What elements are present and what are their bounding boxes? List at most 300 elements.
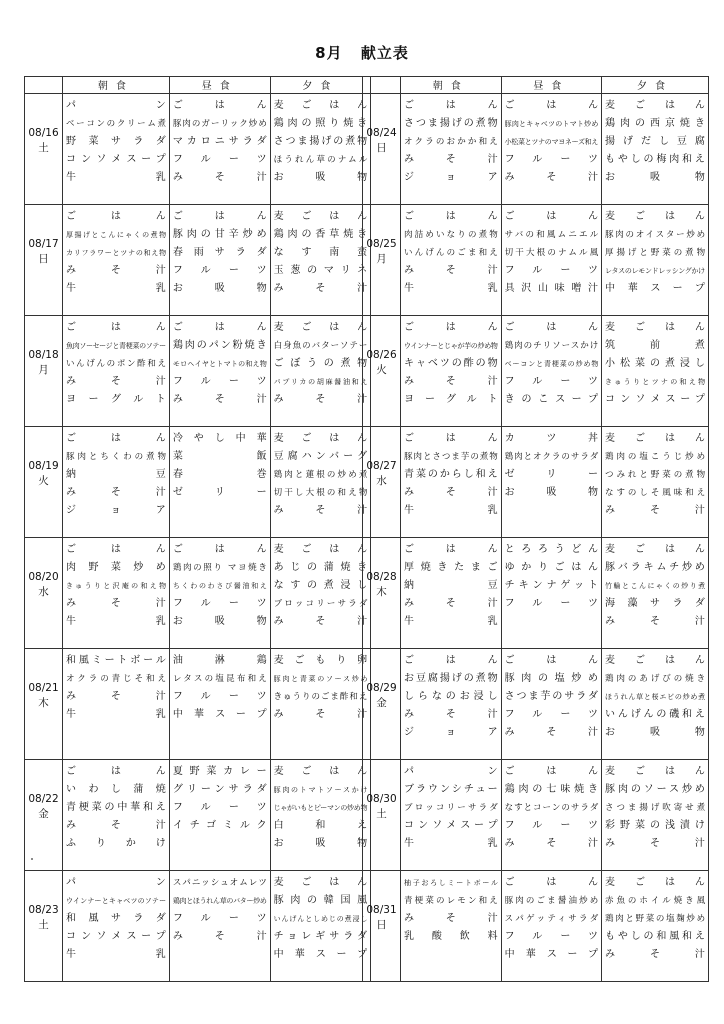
menu-item: お吸物 <box>273 838 368 849</box>
menu-item: お吸物 <box>605 172 705 183</box>
menu-item: ごはん <box>172 211 267 222</box>
menu-item: 牛乳 <box>404 505 498 516</box>
breakfast-cell <box>63 871 170 982</box>
dinner-cell <box>270 316 371 427</box>
menu-item: みそ汁 <box>404 265 498 276</box>
menu-table-right <box>362 76 709 982</box>
weekday-label: 水 <box>376 475 387 487</box>
menu-item: いわし蒲焼 <box>66 784 166 795</box>
date-cell <box>363 427 401 538</box>
date-cell <box>25 649 63 760</box>
menu-item: 厚揚げとこんにゃくの煮物 <box>66 231 166 239</box>
menu-item: ほうれん草のナムル <box>273 155 368 165</box>
menu-item: 鶏肉の照り マヨ焼き <box>172 563 267 573</box>
menu-item: 中華スープ <box>273 949 368 960</box>
menu-item: レタスのレモンドレッシングかけ <box>605 267 705 275</box>
menu-item: ごはん <box>172 322 267 333</box>
menu-item: フルーツ <box>172 913 267 924</box>
menu-item: みそ汁 <box>504 727 599 738</box>
date-label: 08/29 <box>366 682 397 694</box>
menu-item: 豆腐ハンバーグ <box>273 451 368 462</box>
menu-item: チョレギサラダ <box>273 931 368 942</box>
menu-item: きゅうりと沢庵の和え物 <box>66 582 166 590</box>
menu-item: 牛乳 <box>66 616 166 627</box>
menu-item: みそ汁 <box>66 820 166 831</box>
menu-item: 豚肉の甘辛炒め <box>172 229 267 240</box>
menu-item: みそ汁 <box>504 172 599 183</box>
day-row <box>363 427 709 538</box>
day-row <box>363 205 709 316</box>
weekday-label: 月 <box>376 253 387 265</box>
breakfast-cell <box>401 649 502 760</box>
date-cell <box>25 316 63 427</box>
menu-item: 麦ごはん <box>273 766 368 777</box>
menu-item: しらなのお浸し <box>404 691 498 702</box>
menu-item: 豚肉のオイスター炒め <box>605 230 705 240</box>
menu-item: フルーツ <box>172 598 267 609</box>
menu-item: ごはん <box>404 544 498 555</box>
weekday-label: 火 <box>38 475 49 487</box>
menu-item: コンソメスープ <box>66 931 166 942</box>
menu-item: フルーツ <box>172 802 267 813</box>
dinner-cell <box>602 871 709 982</box>
weekday-label: 月 <box>38 364 49 376</box>
menu-item <box>271 724 371 742</box>
menu-item: じゃがいもとピーマンの炒め物 <box>273 804 368 812</box>
dinner-cell <box>270 94 371 205</box>
weekday-label: 日 <box>376 919 387 931</box>
menu-item: 豚肉のごま醤油炒め <box>504 896 599 906</box>
menu-item: パプリカの胡麻醤油和え <box>273 378 368 386</box>
weekday-label: 土 <box>376 808 387 820</box>
dinner-cell <box>270 649 371 760</box>
dinner-cell <box>602 427 709 538</box>
lunch-cell <box>501 316 601 427</box>
menu-item: みそ汁 <box>404 154 498 165</box>
menu-item: 麦ごはん <box>273 544 368 555</box>
stray-dot <box>31 858 33 860</box>
menu-item: ごはん <box>66 766 166 777</box>
menu-item: さつま揚げの煮物 <box>404 118 498 129</box>
date-label: 08/20 <box>28 571 59 583</box>
menu-item: カツ丼 <box>504 433 599 444</box>
date-cell <box>25 760 63 871</box>
menu-item: お吸物 <box>172 283 267 294</box>
menu-item: ごはん <box>504 211 599 222</box>
menu-item: なすとコーンのサラダ <box>504 803 599 813</box>
menu-item: フルーツ <box>504 931 599 942</box>
day-row <box>25 316 371 427</box>
date-cell <box>363 94 401 205</box>
menu-item: 玉葱のマリネ <box>273 265 368 276</box>
breakfast-cell <box>401 760 502 871</box>
menu-item: 豚肉とキャベツのトマト炒め <box>504 120 599 128</box>
dinner-cell <box>270 538 371 649</box>
menu-item: みそ汁 <box>273 616 368 627</box>
menu-item: 乳酸飲料 <box>404 931 498 942</box>
breakfast-cell <box>63 760 170 871</box>
breakfast-cell <box>401 94 502 205</box>
lunch-cell <box>169 205 270 316</box>
menu-item: いんげんとしめじの煮浸し <box>273 915 368 923</box>
menu-item: 納豆 <box>404 580 498 591</box>
menu-item: 野菜サラダ <box>66 136 166 147</box>
menu-item <box>63 724 169 742</box>
day-row <box>363 538 709 649</box>
weekday-label: 木 <box>38 697 49 709</box>
menu-item: 麦ごはん <box>605 433 705 444</box>
lunch-cell <box>501 205 601 316</box>
menu-item: 春巻 <box>172 469 267 480</box>
menu-item: みそ汁 <box>404 487 498 498</box>
menu-item <box>502 613 601 631</box>
menu-item: 麦ごはん <box>273 433 368 444</box>
menu-item: ごはん <box>172 100 267 111</box>
menu-item: 豚肉の韓国風 <box>273 895 368 906</box>
menu-item: ほうれん草と桜エビの炒め煮 <box>605 693 705 701</box>
menu-item: いんげんのごま和え <box>404 248 498 258</box>
menu-item: 豚肉のガーリック炒め <box>172 119 267 129</box>
menu-item: お吸物 <box>273 172 368 183</box>
header-corner <box>25 77 63 94</box>
menu-item: 肉野菜炒め <box>66 562 166 573</box>
menu-item: 切干大根のナムル風 <box>504 248 599 258</box>
menu-item: ごはん <box>66 544 166 555</box>
menu-item: パン <box>404 766 498 777</box>
menu-item: レタスの塩昆布和え <box>172 674 267 684</box>
menu-item: 和風サラダ <box>66 913 166 924</box>
menu-item: ごはん <box>66 433 166 444</box>
menu-item: 鶏肉の西京焼き <box>605 118 705 129</box>
menu-item: 具沢山味噌汁 <box>504 283 599 294</box>
menu-item: ベーコンのクリーム煮 <box>66 119 166 129</box>
dinner-cell <box>602 760 709 871</box>
menu-item: 青梗菜の中華和え <box>66 802 166 813</box>
menu-item: きのこスープ <box>504 394 599 405</box>
date-label: 08/28 <box>366 571 397 583</box>
menu-item: 油淋鶏 <box>172 655 267 666</box>
menu-item: 切干し大根の和え物 <box>273 488 368 498</box>
menu-item: お吸物 <box>504 487 599 498</box>
date-cell <box>25 94 63 205</box>
menu-item: なす南蛮 <box>273 247 368 258</box>
menu-item: 小松菜の煮浸し <box>605 358 705 369</box>
menu-item: 麦ごはん <box>605 100 705 111</box>
menu-item: 牛乳 <box>66 172 166 183</box>
day-row <box>25 94 371 205</box>
menu-item: 鶏肉のチリソースかけ <box>504 341 599 351</box>
menu-item: みそ汁 <box>172 931 267 942</box>
header-corner <box>363 77 401 94</box>
menu-item: みそ汁 <box>66 376 166 387</box>
menu-item: ごはん <box>504 322 599 333</box>
menu-item: ジョア <box>66 505 166 516</box>
menu-item: ちくわのわさび醤油和え <box>172 582 267 590</box>
menu-item: 鶏肉とオクラのサラダ <box>504 452 599 462</box>
menu-item: みそ汁 <box>404 598 498 609</box>
menu-item: 肉詰めいなりの煮物 <box>404 230 498 240</box>
menu-item: きゅうりとツナの和え物 <box>605 378 705 386</box>
menu-item: 海藻サラダ <box>605 598 705 609</box>
menu-item: なすのしそ風味和え <box>605 488 705 498</box>
lunch-cell <box>169 538 270 649</box>
lunch-cell <box>501 94 601 205</box>
date-label: 08/23 <box>28 904 59 916</box>
menu-item: 麦ごはん <box>605 322 705 333</box>
dinner-cell <box>270 871 371 982</box>
menu-item: 青菜のからし和え <box>404 469 498 480</box>
menu-item: 麦ごもり卵 <box>273 655 368 666</box>
date-cell <box>363 316 401 427</box>
menu-item: ウインナーとキャベツのソテー <box>66 897 166 905</box>
menu-item: 白身魚のバターソテー <box>273 341 368 351</box>
menu-item: ごはん <box>404 211 498 222</box>
dinner-cell <box>602 316 709 427</box>
menu-item: 豚肉と青菜のソース炒め <box>273 675 368 683</box>
weekday-label: 金 <box>376 697 387 709</box>
day-row <box>363 871 709 982</box>
menu-item: 竹輪とこんにゃくの炒り煮 <box>605 582 705 590</box>
menu-item: みそ汁 <box>273 394 368 405</box>
breakfast-cell <box>401 205 502 316</box>
menu-item: モロヘイヤとトマトの和え物 <box>172 360 267 368</box>
menu-item: 牛乳 <box>66 949 166 960</box>
lunch-cell <box>169 649 270 760</box>
day-row <box>25 538 371 649</box>
menu-item: 豚肉とちくわの煮物 <box>66 452 166 462</box>
title-label: 献立表 <box>360 44 409 62</box>
day-row <box>363 316 709 427</box>
weekday-label: 土 <box>38 919 49 931</box>
date-cell <box>363 760 401 871</box>
header-lunch: 昼食 <box>169 77 270 94</box>
menu-item: とろろうどん <box>504 544 599 555</box>
menu-item: ブロッコリーサラダ <box>404 803 498 813</box>
menu-item: 鶏肉と野菜の塩麹炒め <box>605 914 705 924</box>
day-row <box>363 760 709 871</box>
menu-item: フルーツ <box>172 691 267 702</box>
lunch-cell <box>169 760 270 871</box>
menu-item: ジョア <box>404 172 498 183</box>
menu-item: ブロッコリーサラダ <box>273 599 368 609</box>
menu-item: スパニッシュオムレツ <box>172 878 267 888</box>
menu-item: 豚肉の塩炒め <box>504 673 599 684</box>
date-cell <box>25 871 63 982</box>
menu-item: 厚焼きたまご <box>404 562 498 573</box>
date-label: 08/25 <box>366 238 397 250</box>
dinner-cell <box>602 538 709 649</box>
menu-item: いんげんのポン酢和え <box>66 359 166 369</box>
menu-item <box>170 946 270 964</box>
date-label: 08/24 <box>366 127 397 139</box>
menu-item: 鶏肉と蓮根の炒め煮 <box>273 470 368 480</box>
dinner-cell <box>602 649 709 760</box>
menu-item: コンソメスープ <box>605 394 705 405</box>
breakfast-cell <box>401 538 502 649</box>
date-cell <box>363 205 401 316</box>
menu-item: ヨーグルト <box>66 394 166 405</box>
menu-item: サバの和風ムニエル <box>504 230 599 240</box>
dinner-cell <box>602 205 709 316</box>
menu-item: カリフラワーとツナの和え物 <box>66 249 166 257</box>
menu-item: 赤魚のホイル焼き風 <box>605 896 705 906</box>
menu-item: スパゲッティサラダ <box>504 914 599 924</box>
menu-item: 揚げだし豆腐 <box>605 136 705 147</box>
menu-item: ごはん <box>404 100 498 111</box>
menu-item: 冷やし中華 <box>172 433 267 444</box>
menu-item: フルーツ <box>504 598 599 609</box>
menu-item: ごはん <box>504 877 599 888</box>
menu-item <box>170 502 270 520</box>
menu-item: キャベツの酢の物 <box>404 358 498 369</box>
menu-item: フルーツ <box>172 265 267 276</box>
dinner-cell <box>270 427 371 538</box>
menu-item: 和風ミートボール <box>66 655 166 666</box>
lunch-cell <box>169 94 270 205</box>
menu-item <box>502 502 601 520</box>
lunch-cell <box>501 760 601 871</box>
date-cell <box>363 649 401 760</box>
breakfast-cell <box>401 871 502 982</box>
weekday-label: 日 <box>38 253 49 265</box>
menu-item: ゼリー <box>172 487 267 498</box>
menu-item: みそ汁 <box>404 709 498 720</box>
breakfast-cell <box>63 427 170 538</box>
menu-item: ウインナーとじゃが芋の炒め物 <box>404 342 498 350</box>
day-row <box>25 871 371 982</box>
lunch-cell <box>169 427 270 538</box>
page-title <box>0 42 724 63</box>
menu-table-left <box>24 76 371 982</box>
dinner-cell <box>270 205 371 316</box>
menu-item <box>401 946 501 964</box>
menu-item: みそ汁 <box>605 949 705 960</box>
menu-item: 牛乳 <box>404 838 498 849</box>
menu-item: 厚揚げと野菜の煮物 <box>605 248 705 258</box>
menu-item: 麦ごはん <box>273 100 368 111</box>
date-label: 08/26 <box>366 349 397 361</box>
menu-item: 鶏肉の香草焼き <box>273 229 368 240</box>
weekday-label: 金 <box>38 808 49 820</box>
weekday-label: 水 <box>38 586 49 598</box>
menu-item: 鶏肉のパン粉焼き <box>172 340 267 351</box>
menu-item: お豆腐揚げの煮物 <box>404 673 498 684</box>
menu-item: みそ汁 <box>172 172 267 183</box>
menu-item: 豚バラキムチ炒め <box>605 562 705 573</box>
menu-item: パン <box>66 100 166 111</box>
menu-item: ごぼうの煮物 <box>273 358 368 369</box>
menu-item: ごはん <box>504 100 599 111</box>
breakfast-cell <box>63 94 170 205</box>
day-row <box>25 760 371 871</box>
menu-item: もやしの梅肉和え <box>605 154 705 165</box>
dinner-cell <box>270 760 371 871</box>
menu-item: フルーツ <box>504 709 599 720</box>
menu-item: 菜飯 <box>172 451 267 462</box>
lunch-cell <box>169 316 270 427</box>
menu-item: 中華スープ <box>172 709 267 720</box>
menu-item: 麦ごはん <box>273 211 368 222</box>
menu-item: 白和え <box>273 820 368 831</box>
menu-item: みそ汁 <box>605 616 705 627</box>
lunch-cell <box>169 871 270 982</box>
date-cell <box>25 427 63 538</box>
date-cell <box>25 538 63 649</box>
header-breakfast: 朝食 <box>401 77 502 94</box>
menu-item: 柚子おろしミートボール <box>404 879 498 887</box>
menu-item: 牛乳 <box>66 709 166 720</box>
menu-item: 夏野菜カレー <box>172 766 267 777</box>
menu-item: いんげんの磯和え <box>605 709 705 720</box>
weekday-label: 日 <box>376 142 387 154</box>
breakfast-cell <box>63 316 170 427</box>
date-label: 08/19 <box>28 460 59 472</box>
dinner-cell <box>602 94 709 205</box>
title-month: 8月 <box>315 44 343 62</box>
day-row <box>363 649 709 760</box>
menu-item: みそ汁 <box>273 709 368 720</box>
breakfast-cell <box>401 316 502 427</box>
day-row <box>25 427 371 538</box>
menu-item: 牛乳 <box>404 616 498 627</box>
menu-item: みそ汁 <box>273 283 368 294</box>
date-label: 08/22 <box>28 793 59 805</box>
date-cell <box>25 205 63 316</box>
menu-item: 鶏肉とほうれん草のバター炒め <box>172 897 267 905</box>
weekday-label: 火 <box>376 364 387 376</box>
menu-item: もやしの和風和え <box>605 931 705 942</box>
menu-item: ごはん <box>404 433 498 444</box>
breakfast-cell <box>401 427 502 538</box>
menu-item: オクラのおかか和え <box>404 137 498 147</box>
menu-item: ごはん <box>172 544 267 555</box>
menu-item: 麦ごはん <box>605 655 705 666</box>
menu-item: みそ汁 <box>404 376 498 387</box>
menu-item: フルーツ <box>504 265 599 276</box>
menu-item: みそ汁 <box>172 394 267 405</box>
menu-item: ゆかりごはん <box>504 562 599 573</box>
menu-item: ふりかけ <box>66 838 166 849</box>
menu-item: ごはん <box>404 655 498 666</box>
menu-item: 鶏肉のあげびの焼き <box>605 674 705 684</box>
menu-item: グリーンサラダ <box>172 784 267 795</box>
menu-item: コンソメスープ <box>66 154 166 165</box>
menu-item: 豚肉のソース炒め <box>605 784 705 795</box>
menu-item: 麦ごはん <box>273 322 368 333</box>
date-cell <box>363 871 401 982</box>
menu-item: みそ汁 <box>605 838 705 849</box>
menu-item: お吸物 <box>605 727 705 738</box>
menu-item: 中華スープ <box>605 283 705 294</box>
date-label: 08/18 <box>28 349 59 361</box>
menu-item: 青梗菜のレモン和え <box>404 896 498 906</box>
menu-item: ごはん <box>404 322 498 333</box>
header-dinner: 夕食 <box>270 77 371 94</box>
date-label: 08/27 <box>366 460 397 472</box>
date-label: 08/17 <box>28 238 59 250</box>
menu-item: オクラの青じそ和え <box>66 674 166 684</box>
menu-item: 牛乳 <box>404 283 498 294</box>
header-lunch: 昼食 <box>501 77 601 94</box>
menu-item: 鶏肉の照り焼き <box>273 118 368 129</box>
menu-item: 納豆 <box>66 469 166 480</box>
date-cell <box>363 538 401 649</box>
menu-item: ブラウンシチュー <box>404 784 498 795</box>
menu-item: あじの蒲焼き <box>273 562 368 573</box>
menu-item: 彩野菜の浅漬け <box>605 820 705 831</box>
lunch-cell <box>501 649 601 760</box>
menu-item: 中華スープ <box>504 949 599 960</box>
